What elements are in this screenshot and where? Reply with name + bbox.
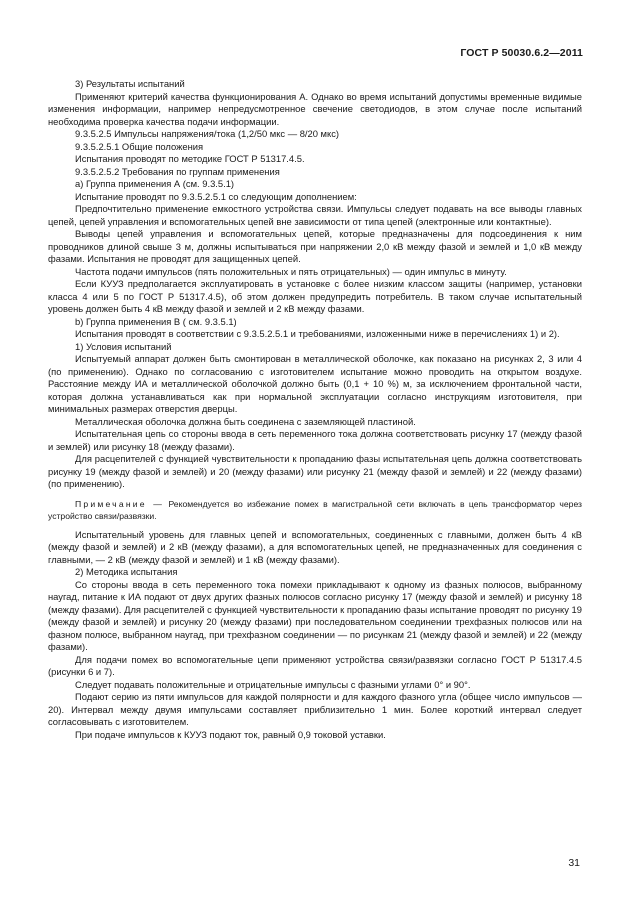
paragraph: Испытуемый аппарат должен быть смонтирован в металлической оболочке, как показано на рисунках 2, 3 или 4 (по применению). Однако по согласованию с изготовителем испытание можно проводить на открытом воздухе. Расстояние между ИА и металлической оболочкой должно быть (0,1 + 10 %) м, за исключением фронтальной части, которая должна устанавливаться как при нормальной эксплуатации согласно инструкциям изготовителя, при минимальных размерах отверстия дверцы.: [48, 353, 582, 414]
paragraph: Испытания проводят по методике ГОСТ Р 51317.4.5.: [75, 153, 305, 164]
paragraph: При подаче импульсов к КУУЗ подают ток, равный 0,9 токовой уставки.: [75, 728, 386, 740]
note-label: Примечание —: [75, 498, 165, 509]
paragraph: 9.3.5.2.5 Импульсы напряжения/тока (1,2/50 мкс — 8/20 мкс): [75, 128, 340, 139]
paragraph: Испытания проводят в соответствии с 9.3.5.2.5.1 и требованиями, изложенными ниже в перечислениях 1) и 2).: [75, 328, 560, 339]
paragraph: Предпочтительно применение емкостного устройства связи. Импульсы следует подавать на все выводы главных цепей, цепей управления и вспомогательных цепей вне зависимости от типа цепей (электронные или контактные).: [48, 203, 582, 227]
document-header: ГОСТ Р 50030.6.2—2011: [460, 47, 583, 59]
paragraph: 9.3.5.2.5.2 Требования по группам применения: [75, 165, 280, 177]
paragraph: Применяют критерий качества функционирования А. Однако во время испытаний допустимы временные видимые изменения информации, например непредусмотренное свечение светодиодов, в этом случае после испытаний необходима проверка качества подачи информации.: [48, 90, 582, 127]
paragraph: Для подачи помех во вспомогательные цепи применяют устройства связи/развязки согласно ГОСТ Р 51317.4.5 (рисунки 6 и 7).: [48, 653, 582, 677]
paragraph: Если КУУЗ предполагается эксплуатировать в установке с более низким классом защиты (например, установки класса 4 или 5 по ГОСТ Р 51317.4.5), об этом должен предупредить потребитель. В таком случае испытательный уровень должен быть 4 кВ между фазой и землей и 2 кВ между фазами.: [48, 278, 582, 314]
paragraph: Со стороны ввода в сеть переменного тока помехи прикладывают к одному из фазных полюсов, выбранному наугад, питание к ИА подают от двух других фазных полюсов согласно рисунку 17 (между фазой и землей) и рисунку 18 (между фазами). Для расцепителей с функцией чувствительности к пропаданию фазы испытание проводят по рисунку 19 (между фазой и землей) и рисунку 20 (между фазами) при последовательном соединении трехфазных полюсов или на фазном полюсе, выбранном наугад, при трехфазном соединении — по рисункам 21 (между фазой и землей) и 22 (между фазами).: [48, 578, 582, 652]
document-body: [48, 78, 582, 741]
paragraph: 2) Методика испытания: [75, 566, 178, 577]
paragraph: b) Группа применения В ( см. 9.3.5.1): [75, 315, 237, 327]
paragraph: Испытательный уровень для главных цепей и вспомогательных, соединенных с главными, должен быть 4 кВ (между фазой и землей) и 2 кВ (между фазами), а для вспомогательных цепей, не предназначенных для соединения с главными, — 2 кВ (между фазой и землей) и 1 кВ (между фазами).: [48, 528, 582, 565]
paragraph: Испытательная цепь со стороны ввода в сеть переменного тока должна соответствовать рисунку 17 (между фазой и землей) или рисунку 18 (между фазами).: [48, 428, 582, 452]
paragraph: Частота подачи импульсов (пять положительных и пять отрицательных) — один импульс в минуту.: [75, 265, 507, 277]
paragraph: 9.3.5.2.5.1 Общие положения: [75, 140, 204, 152]
paragraph: а) Группа применения А (см. 9.3.5.1): [75, 178, 235, 189]
paragraph: 3) Результаты испытаний: [75, 78, 185, 89]
page-number: 31: [568, 857, 580, 869]
note: [48, 498, 582, 522]
paragraph: Металлическая оболочка должна быть соединена с заземляющей пластиной.: [75, 415, 416, 427]
paragraph: Подают серию из пяти импульсов для каждой полярности и для каждого фазного угла (общее число импульсов — 20). Интервал между двумя импульсами составляет приблизительно 1 мин. Более короткий интервал следует согласовывать с изготовителем.: [48, 691, 582, 727]
note-text: Рекомендуется во избежание помех в магистральной сети включать в цепь трансформатор через устройство связи/развязки.: [48, 498, 582, 521]
paragraph: Выводы цепей управления и вспомогательных цепей, которые предназначены для подсоединения к ним проводников длиной свыше 3 м, должны испытываться при напряжении 2,0 кВ между фазой и землей и 1,0 кВ между фазами. Испытания не проводят для защищенных цепей.: [48, 228, 582, 264]
paragraph: Следует подавать положительные и отрицательные импульсы с фазными углами 0° и 90°.: [75, 678, 471, 690]
paragraph: Испытание проводят по 9.3.5.2.5.1 со следующим дополнением:: [75, 190, 357, 202]
paragraph: Для расцепителей с функцией чувствительности к пропаданию фазы испытательная цепь должна соответствовать рисунку 19 (между фазой и землей) и 20 (между фазами) или рисунку 21 (между фазой и землей) и 22 (между фазами) (по применению).: [48, 453, 582, 489]
paragraph: 1) Условия испытаний: [75, 340, 172, 352]
